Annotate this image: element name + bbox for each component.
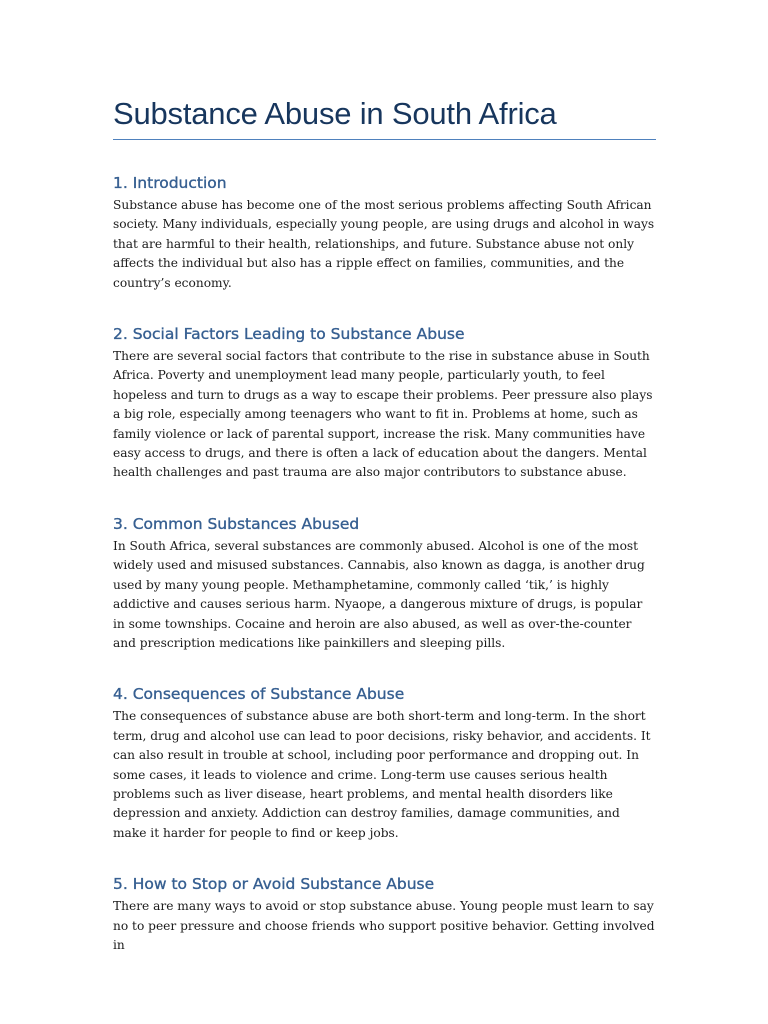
section-heading: 3. Common Substances Abused xyxy=(113,514,360,533)
section-paragraph: There are many ways to avoid or stop substance abuse. Young people must learn to say no to peer pressure and choose friends who support positive behavior. Getting involved in xyxy=(113,899,655,952)
section-social-factors xyxy=(113,323,656,483)
section-heading: 4. Consequences of Substance Abuse xyxy=(113,685,405,704)
section-introduction xyxy=(113,172,656,293)
title-underline xyxy=(113,139,656,140)
section-heading: 2. Social Factors Leading to Substance Abuse xyxy=(113,325,465,344)
section-paragraph: Substance abuse has become one of the most serious problems affecting South African society. Many individuals, especially young people, are using drugs and alcohol in ways that are harmful to their health, relationships, and future. Substance abuse not only affects the individual but also has a ripple effect on families, communities, and the country’s economy. xyxy=(113,198,655,290)
section-heading: 5. How to Stop or Avoid Substance Abuse xyxy=(113,875,435,894)
section-consequences xyxy=(113,683,656,843)
document-title: Substance Abuse in South Africa xyxy=(113,96,557,131)
section-common-substances xyxy=(113,513,656,653)
section-paragraph: There are several social factors that contribute to the rise in substance abuse in South Africa. Poverty and unemployment lead many people, particularly youth, to feel hopeless and turn to drugs as a way to escape their problems. Peer pressure also plays a big role, especially among teenagers who want to fit in. Problems at home, such as family violence or lack of parental support, increase the risk. Many communities have easy access to drugs, and there is often a lack of education about the dangers. Mental health challenges and past trauma are also major contributors to substance abuse. xyxy=(113,349,653,480)
document-page xyxy=(113,0,656,955)
section-paragraph: In South Africa, several substances are commonly abused. Alcohol is one of the most widely used and misused substances. Cannabis, also known as dagga, is another drug used by many young people. Methamphetamine, commonly called ‘tik,’ is highly addictive and causes serious harm. Nyaope, a dangerous mixture of drugs, is popular in some townships. Cocaine and heroin are also abused, as well as over-the-counter and prescription medications like painkillers and sleeping pills. xyxy=(113,538,645,650)
section-heading: 1. Introduction xyxy=(113,174,227,192)
section-prevention xyxy=(113,873,656,955)
section-paragraph: The consequences of substance abuse are both short-term and long-term. In the short term, drug and alcohol use can lead to poor decisions, risky behavior, and accidents. It can also result in trouble at school, including poor performance and dropping out. In some cases, it leads to violence and crime. Long-term use causes serious health problems such as liver disease, heart problems, and mental health disorders like depression and anxiety. Addiction can destroy families, damage communities, and make it harder for people to find or keep jobs. xyxy=(113,709,651,840)
